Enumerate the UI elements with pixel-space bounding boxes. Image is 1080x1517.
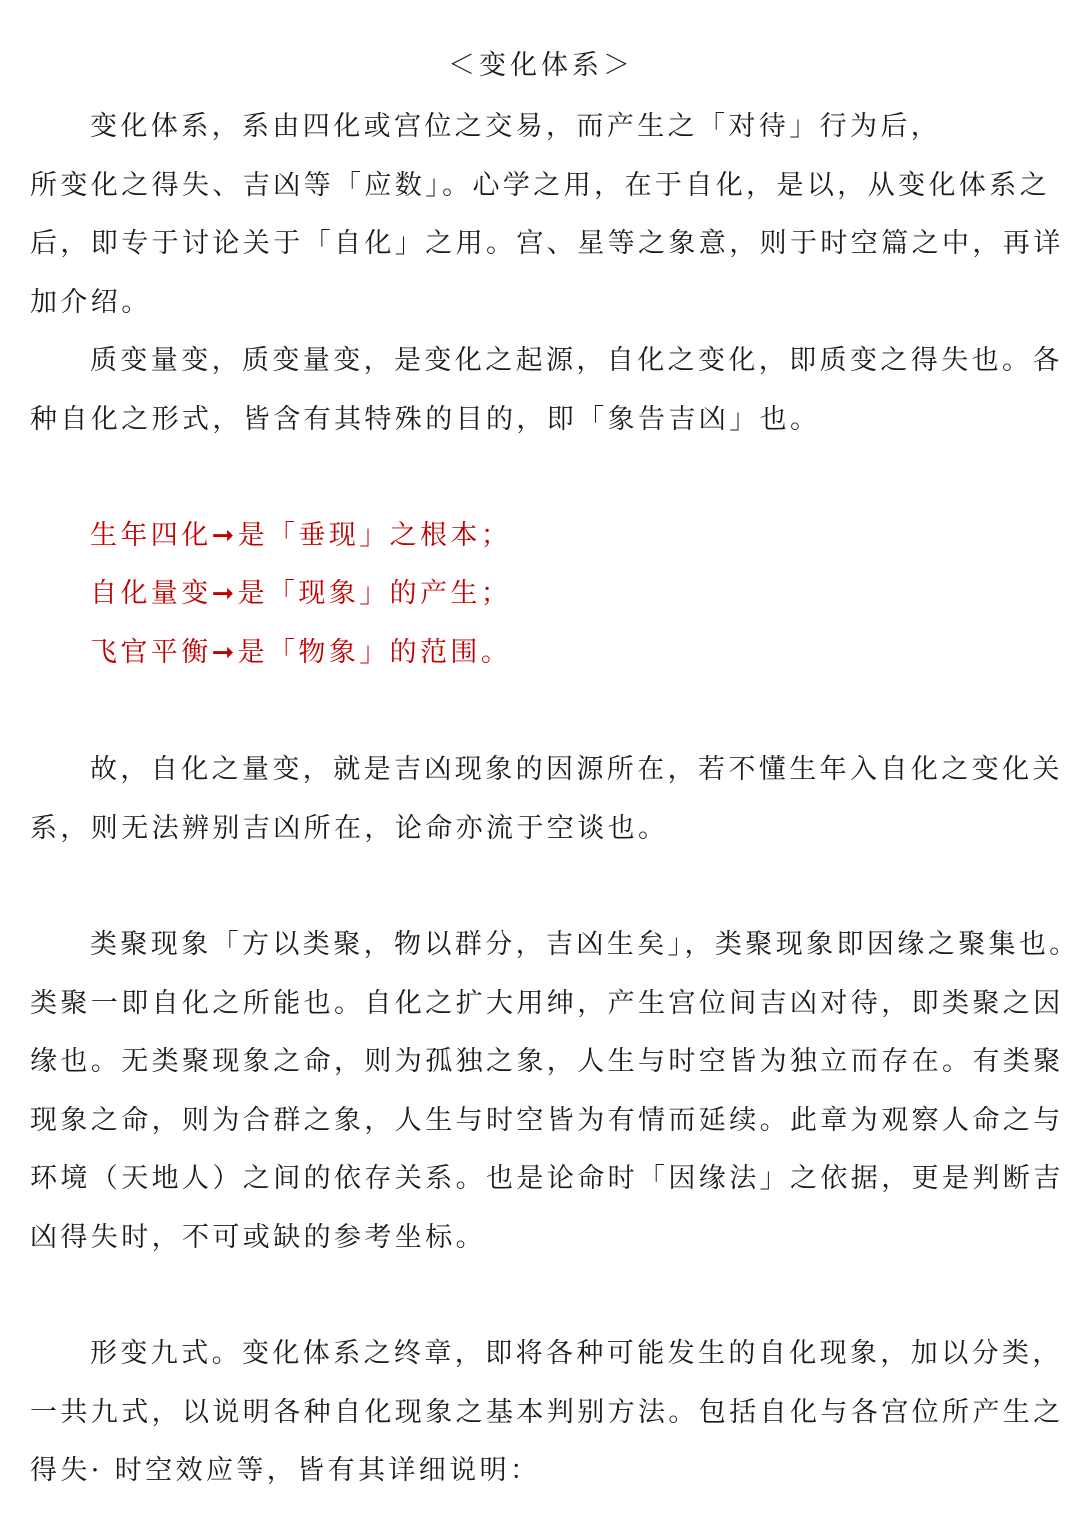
paragraph-line: 种自化之形式，皆含有其特殊的目的，即「象告吉凶」也。	[30, 403, 821, 435]
paragraph-line: 得失· 时空效应等，皆有其详细说明：	[30, 1455, 541, 1486]
paragraph-line: 质变量变，质变量变，是变化之起源，自化之变化，即质变之得失也。各	[90, 345, 1063, 376]
highlight-line-birth-year: 生年四化➞是「垂现」之根本；	[90, 520, 512, 551]
highlight-line-palace-balance: 飞官平衡➞是「物象」的范围。	[90, 637, 512, 668]
paragraph-line: 加介绍。	[30, 286, 152, 318]
paragraph-line: 所变化之得失、吉凶等「应数」。心学之用，在于自化，是以，从变化体系之	[30, 169, 1051, 201]
paragraph-line: 类聚一即自化之所能也。自化之扩大用绅，产生宫位间吉凶对待，即类聚之因	[30, 987, 1064, 1019]
paragraph-clustering	[30, 916, 1080, 1267]
paragraph-line: 环境（天地人）之间的依存关系。也是论命时「因缘法」之依据，更是判断吉	[30, 1163, 1064, 1194]
highlight-line-self-change: 自化量变➞是「现象」的产生；	[90, 578, 512, 609]
paragraph-line: 类聚现象「方以类聚，物以群分，吉凶生矣」，类聚现象即因缘之聚集也。	[90, 929, 1080, 960]
page-title: ＜变化体系＞	[448, 50, 634, 81]
paragraph-line: 故，自化之量变，就是吉凶现象的因源所在，若不懂生年入自化之变化关	[90, 754, 1063, 785]
paragraph-line: 一共九式，以说明各种自化现象之基本判别方法。包括自化与各宫位所产生之	[30, 1396, 1064, 1428]
paragraph-line: 形变九式。变化体系之终章，即将各种可能发生的自化现象，加以分类，	[90, 1338, 1063, 1369]
paragraph-line: 变化体系，系由四化或宫位之交易，而产生之「对待」行为后，	[90, 111, 942, 142]
paragraph-line: 现象之命，则为合群之象，人生与时空皆为有情而延续。此章为观察人命之与	[30, 1104, 1064, 1136]
paragraph-line: 系，则无法辨别吉凶所在，论命亦流于空谈也。	[30, 812, 669, 844]
paragraph-quality-change	[30, 332, 1063, 449]
paragraph-intro	[30, 98, 1064, 332]
paragraph-nine-forms	[30, 1325, 1064, 1501]
paragraph-quantity-change	[30, 741, 1063, 858]
paragraph-line: 后，即专于讨论关于「自化」之用。宫、星等之象意，则于时空篇之中，再详	[30, 228, 1064, 259]
paragraph-line: 缘也。无类聚现象之命，则为孤独之象，人生与时空皆为独立而存在。有类聚	[30, 1046, 1064, 1077]
paragraph-line: 凶得失时，不可或缺的参考坐标。	[30, 1221, 486, 1253]
